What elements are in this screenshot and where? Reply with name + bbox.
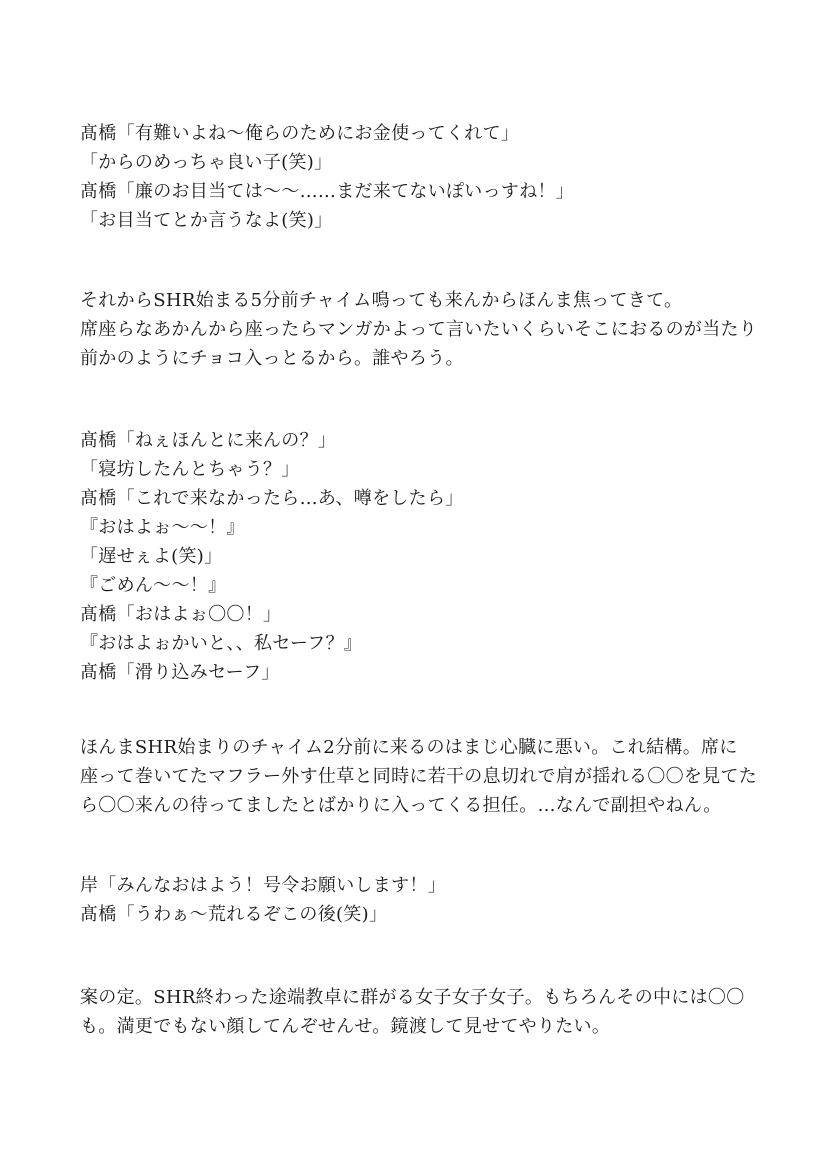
text-line: ら〇〇来んの待ってましたとばかりに入ってくる担任。…なんで副担やねん。 — [80, 795, 722, 816]
text-line: 髙橋「おはよぉ〇〇！」 — [80, 604, 282, 625]
text-line: 『おはよぉ〜〜！』 — [80, 517, 245, 538]
dialogue-block-3 — [80, 871, 760, 929]
text-line: 「寝坊したんとちゃう？」 — [80, 459, 300, 480]
narration-block-1 — [80, 286, 760, 373]
text-line: 髙橋「廉のお目当ては〜〜……まだ来てないぽいっすね！」 — [80, 181, 575, 202]
narration-block-3 — [80, 983, 760, 1041]
text-line: 前かのようにチョコ入っとるから。誰やろう。 — [80, 348, 464, 369]
text-line: 『おはよぉかいと、、私セーフ？』 — [80, 633, 363, 654]
text-line: 「遅せぇよ(笑)」 — [80, 546, 223, 567]
text-line: 髙橋「これで来なかったら…あ、噂をしたら」 — [80, 488, 464, 509]
text-line: 席座らなあかんから座ったらマンガかよって言いたいくらいそこにおるのが当たり — [80, 319, 758, 340]
text-line: も。満更でもない顔してんぞせんせ。鏡渡して見せてやりたい。 — [80, 1016, 611, 1037]
text-line: 「お目当てとか言うなよ(笑)」 — [80, 210, 333, 231]
text-line: 『ごめん〜〜！』 — [80, 575, 227, 596]
text-line: 案の定。SHR終わった途端教卓に群がる女子女子女子。もちろんその中には〇〇 — [80, 987, 745, 1008]
text-line: 「からのめっちゃ良い子(笑)」 — [80, 152, 333, 173]
text-line: それからSHR始まる5分前チャイム鳴っても来んからほんま焦ってきて。 — [80, 290, 683, 311]
text-line: 髙橋「ねぇほんとに来んの？」 — [80, 430, 337, 451]
text-line: 髙橋「うわぁ〜荒れるぞこの後(笑)」 — [80, 904, 388, 925]
text-line: ほんまSHR始まりのチャイム2分前に来るのはまじ心臓に悪い。これ結構。席に — [80, 737, 738, 758]
dialogue-block-1 — [80, 119, 760, 235]
narration-block-2 — [80, 733, 760, 820]
text-line: 座って巻いてたマフラー外す仕草と同時に若干の息切れで肩が揺れる〇〇を見てた — [80, 766, 758, 787]
dialogue-block-2 — [80, 426, 760, 687]
text-line: 髙橋「滑り込みセーフ」 — [80, 662, 280, 683]
text-line: 髙橋「有難いよね〜俺らのためにお金使ってくれて」 — [80, 123, 520, 144]
text-line: 岸「みんなおはよう！号令お願いします！」 — [80, 875, 446, 896]
